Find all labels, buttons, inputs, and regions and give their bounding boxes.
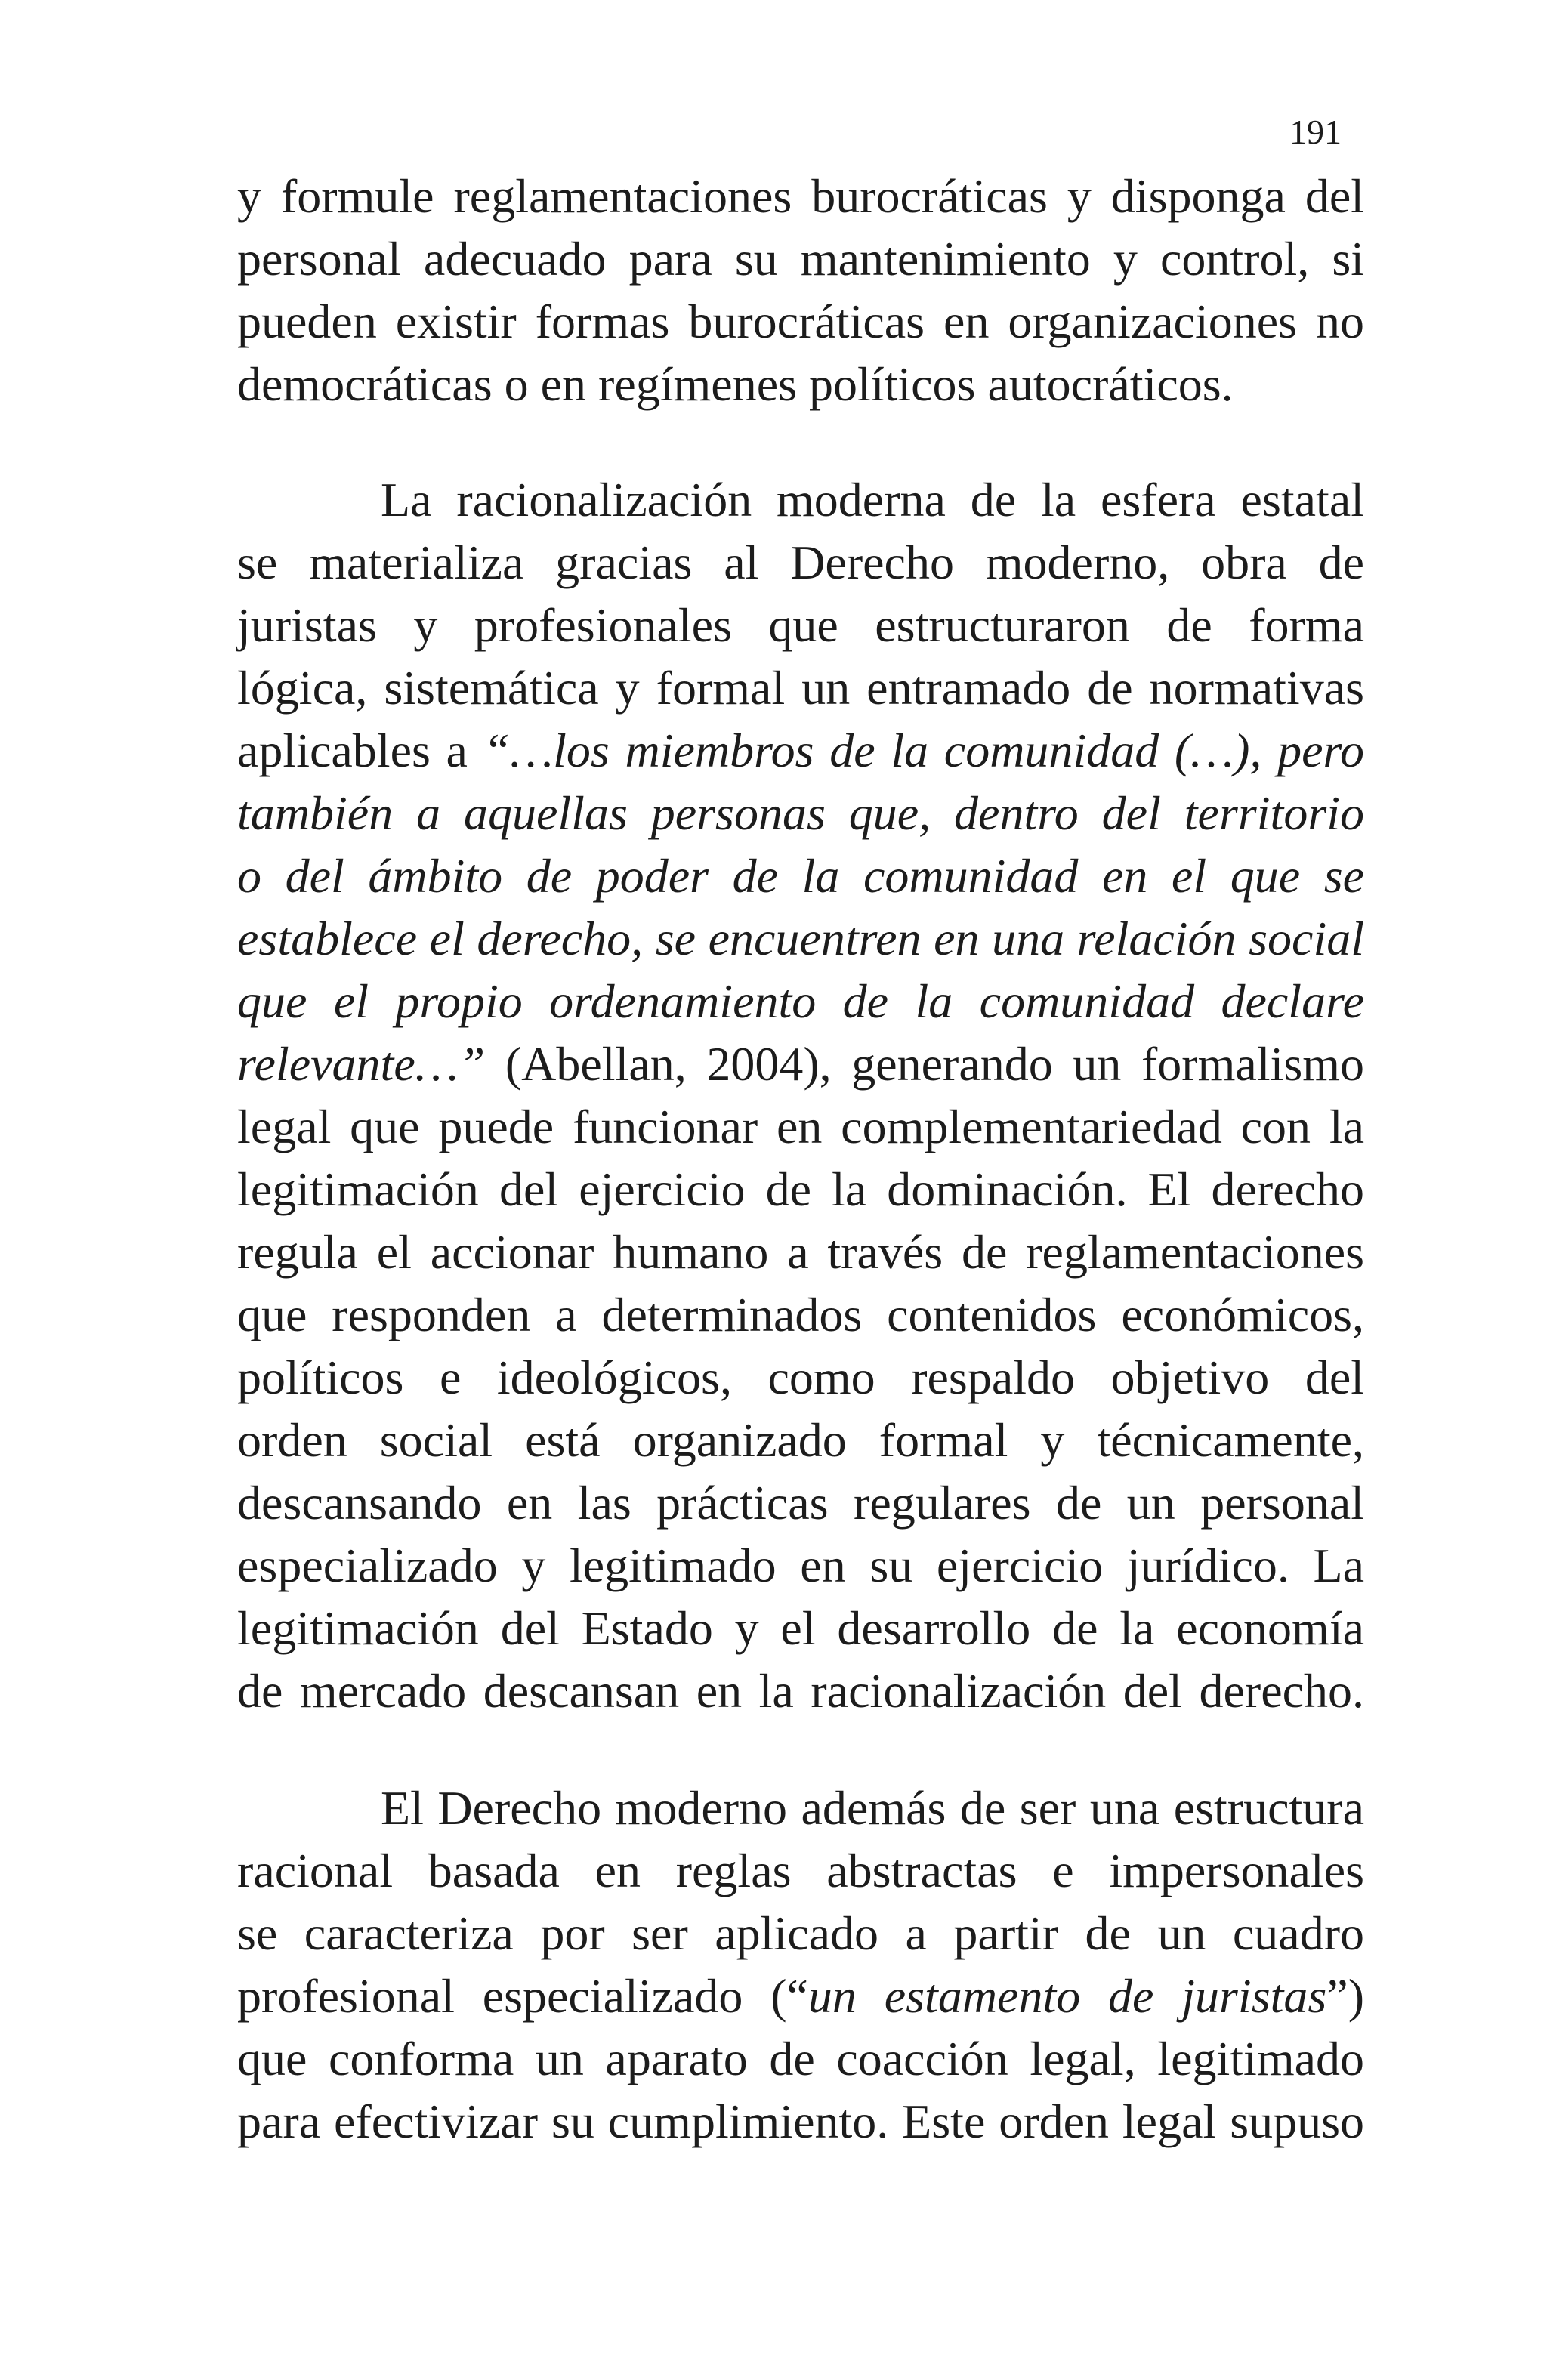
text-line [237, 1534, 1364, 1597]
body-text: pueden existir formas burocráticas en organizaciones no [237, 295, 1364, 348]
body-text: lógica, sistemática y formal un entramado de normativas [237, 661, 1364, 715]
text-line [237, 1777, 1364, 1839]
text-line [237, 2090, 1364, 2153]
text-line [237, 1221, 1364, 1283]
text-line [237, 719, 1364, 782]
body-text: juristas y profesionales que estructuraron de forma [237, 598, 1364, 652]
italic-quote-text: o del ámbito de poder de la comunidad en el que se [237, 849, 1364, 903]
body-text: personal adecuado para su mantenimiento y control, si [237, 232, 1364, 286]
text-line [237, 227, 1364, 290]
italic-quote-text: relevante…” [237, 1037, 486, 1091]
body-text: para efectivizar su cumplimiento. Este orden legal supuso [237, 2094, 1364, 2148]
text-line [237, 165, 1364, 227]
body-text: de mercado descansan en la racionalización del derecho. [237, 1664, 1364, 1718]
text-line [237, 468, 1364, 531]
body-text: legitimación del ejercicio de la dominación. El derecho [237, 1162, 1364, 1216]
text-line [237, 290, 1364, 353]
text-line [237, 353, 1364, 415]
body-text: especializado y legitimado en su ejercicio jurídico. La [237, 1539, 1364, 1592]
text-line [237, 531, 1364, 594]
text-line [237, 1346, 1364, 1409]
body-text: La racionalización moderna de la esfera estatal [381, 473, 1364, 526]
body-text: legitimación del Estado y el desarrollo de la economía [237, 1601, 1364, 1655]
text-line [237, 907, 1364, 970]
body-text: políticos e ideológicos, como respaldo objetivo del [237, 1351, 1364, 1404]
body-text: aplicables a [237, 724, 483, 777]
text-line [237, 1471, 1364, 1534]
text-line [237, 970, 1364, 1033]
body-text: El Derecho moderno además de ser una estructura [381, 1781, 1364, 1835]
body-text: descansando en las prácticas regulares de un personal [237, 1476, 1364, 1530]
text-line [237, 1409, 1364, 1471]
page-number: 191 [1289, 113, 1342, 151]
body-text: regula el accionar humano a través de reglamentaciones [237, 1225, 1364, 1279]
body-text: se materializa gracias al Derecho moderno, obra de [237, 536, 1364, 589]
text-line [237, 1839, 1364, 1902]
body-text: que responden a determinados contenidos económicos, [237, 1288, 1364, 1341]
italic-quote-text: también a aquellas personas que, dentro del territorio [237, 786, 1364, 840]
paragraph-racionalizacion [237, 468, 1364, 1722]
text-line [237, 844, 1364, 907]
text-line [237, 1965, 1364, 2027]
italic-quote-text: establece el derecho, se encuentren en una relación social [237, 912, 1364, 965]
text-line [237, 2027, 1364, 2090]
body-text: que conforma un aparato de coacción legal, legitimado [237, 2032, 1364, 2085]
body-text: profesional especializado (“ [237, 1969, 808, 2023]
body-text: racional basada en reglas abstractas e impersonales [237, 1844, 1364, 1897]
body-text: legal que puede funcionar en complementariedad con la [237, 1100, 1364, 1153]
body-text: se caracteriza por ser aplicado a partir de un cuadro [237, 1906, 1364, 1960]
text-line [237, 1095, 1364, 1158]
paragraph-continuation [237, 165, 1364, 415]
text-line [237, 1158, 1364, 1221]
italic-quote-text: un estamento de juristas [807, 1969, 1327, 2023]
text-line [237, 1597, 1364, 1659]
text-line [237, 656, 1364, 719]
body-text: (Abellan, 2004), generando un formalismo [485, 1037, 1364, 1091]
italic-quote-text: “…los miembros de la comunidad (…), pero [483, 724, 1365, 777]
text-line [237, 594, 1364, 656]
text-line [237, 1902, 1364, 1965]
italic-quote-text: que el propio ordenamiento de la comunidad declare [237, 974, 1364, 1028]
text-line [237, 1283, 1364, 1346]
text-line [237, 1659, 1364, 1722]
body-text: y formule reglamentaciones burocráticas y disponga del [237, 169, 1364, 223]
body-text: orden social está organizado formal y técnicamente, [237, 1413, 1364, 1467]
body-text: ”) [1326, 1969, 1365, 2023]
text-line [237, 1033, 1364, 1095]
text-line [237, 782, 1364, 844]
body-text: democráticas o en regímenes políticos autocráticos. [237, 357, 1234, 411]
paragraph-derecho-moderno [237, 1777, 1364, 2153]
